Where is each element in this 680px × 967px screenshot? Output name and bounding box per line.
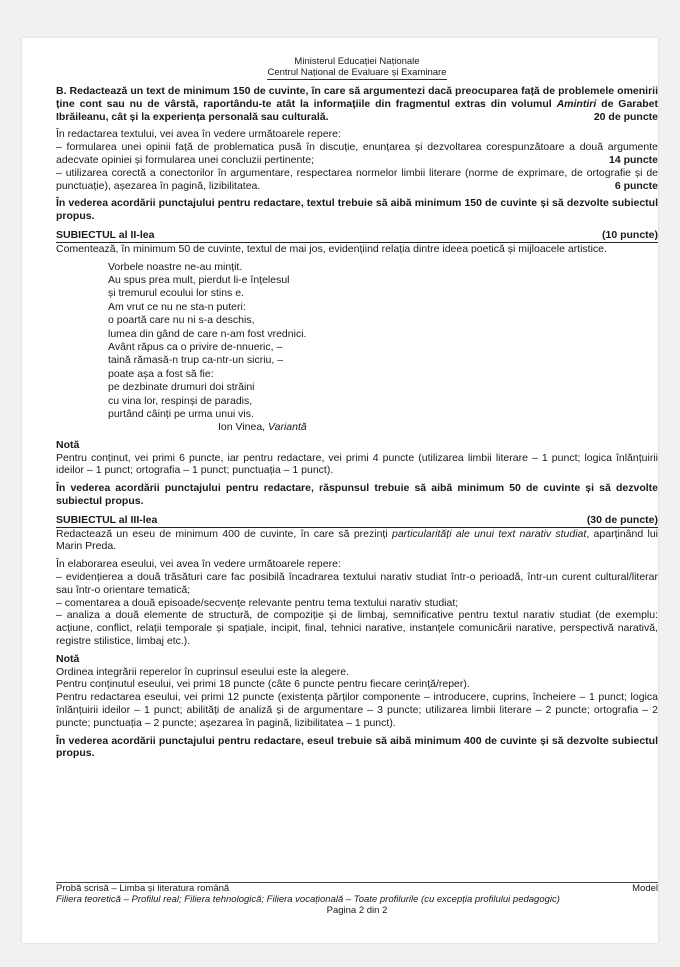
poem-line: poate așa a fost să fie: — [108, 367, 214, 380]
subject-3-title: SUBIECTUL al III-lea — [56, 513, 158, 526]
poem-line: lumea din gând de care n-am fost vrednici. — [108, 327, 307, 340]
part-b-intro: În redactarea textului, vei avea în vedere următoarele repere: — [56, 128, 341, 141]
subject-3-note-3: Pentru redactarea eseului, vei primi 12 puncte (existența părților componente – introducere, cuprins, încheiere – 1 punct; logica înlănțuirii ideilor – 1 punct; abilități de analiză și de argumentare – 3 puncte; utilizarea limbii literare – 2 puncte; ortografia – 2 puncte; punctuația – 2 puncte; așezarea în pagină, lizibilitatea – 1 punct). — [56, 691, 658, 729]
page-number: Pagina 2 din 2 — [326, 904, 388, 916]
footer-model-label: Model — [632, 883, 658, 894]
poem — [108, 261, 658, 435]
footer-exam-name: Probă scrisă – Limba și literatura română — [56, 883, 230, 894]
poem-line: Avânt răpus ca o privire de-nnueric, – — [108, 341, 283, 353]
subject-2-note: Pentru conținut, vei primi 6 puncte, iar pentru redactare, vei primi 4 puncte (utilizarea limbii literare – 1 punct; logica înlănțuirii ideilor – 1 punct; ortografia – 1 punct; punctuația – 1 punct). — [56, 451, 658, 477]
poem-line: purtând câinți pe urma unui vis. — [108, 408, 254, 421]
page-content — [56, 56, 658, 760]
subject-2-title: SUBIECTUL al II-lea — [56, 228, 155, 241]
poem-line: pe dezbinate drumuri doi străini — [108, 381, 255, 394]
subject-3-task: Redactează un eseu de minimum 400 de cuvinte, în care să prezinți particularități ale unui text narativ studiat, aparținând lui Marin Preda. — [56, 527, 658, 553]
poem-line: Am vrut ce nu ne sta-n puteri: — [108, 300, 246, 313]
poem-line: taină rămasă-n trup ca-ntr-un sicriu, – — [108, 354, 284, 367]
poem-line: Au spus prea mult, pierdut li-e înțelesul — [108, 273, 290, 286]
part-b-requirement: În vederea acordării punctajului pentru redactare, textul trebuie să aibă minimum 150 de cuvinte și să dezvolte subiectul propus. — [56, 197, 658, 223]
part-b-item-1: – formularea unei opinii față de problematica pusă în discuție, enunțarea și dezvoltarea corespunzătoare a două argumente adecvate opiniei și formularea unei concluzii pertinente; 14 puncte — [56, 141, 658, 166]
part-b-task: B. Redactează un text de minimum 150 de cuvinte, în care să argumentezi dacă preocuparea față de problemele omenirii ține cont sau nu de vârstă, raportându-te atât la informațiile din fragmentul extras din volumul Amintiri de Garabet Ibrăileanu, cât și la experiența personală sau culturală. 20 de puncte — [56, 85, 658, 123]
subject-3-intro: În elaborarea eseului, vei avea în vedere următoarele repere: — [56, 558, 341, 571]
part-b — [56, 85, 658, 223]
poem-line: Vorbele noastre ne-au mințit. — [108, 260, 243, 273]
exam-page — [22, 38, 658, 943]
footer-profile-line: Filiera teoretică – Profilul real; Filiera tehnologică; Filiera vocațională – Toate profilurile (cu excepția profilului pedagogic) — [56, 893, 560, 905]
page-header — [56, 56, 658, 80]
subject-3-requirement: În vederea acordării punctajului pentru redactare, eseul trebuie să aibă minimum 400 de cuvinte și să dezvolte subiectul propus. — [56, 734, 658, 760]
subject-2-requirement: În vederea acordării punctajului pentru redactare, răspunsul trebuie să aibă minimum 50 de cuvinte și să dezvolte subiectul propus. — [56, 482, 658, 508]
center-name: Centrul Național de Evaluare și Examinare — [267, 67, 447, 78]
subject-2-points: (10 puncte) — [601, 228, 658, 241]
poem-line: cu vina lor, respinși de paradis, — [108, 394, 253, 407]
subject-2-task: Comentează, în minimum 50 de cuvinte, textul de mai jos, evidențiind relația dintre ideea poetică și mijloacele artistice. — [56, 242, 607, 255]
subject-2-heading — [56, 229, 658, 243]
ministry-name: Ministerul Educației Naționale — [294, 56, 420, 67]
part-b-item-1-points: 14 puncte — [608, 153, 658, 166]
part-b-item-2-points: 6 puncte — [614, 179, 658, 192]
page-footer — [56, 882, 658, 916]
subject-2-note-title: Notă — [56, 438, 80, 451]
subject-3-item: – comentarea a două episoade/secvențe relevante pentru tema textului narativ studiat; — [56, 596, 459, 609]
subject-3-note-title: Notă — [56, 652, 80, 665]
subject-3-heading — [56, 514, 658, 528]
poem-line: și tremurul ecoului lor stins e. — [108, 287, 244, 300]
subject-3-item: – analiza a două elemente de structură, de compoziție și de limbaj, semnificative pentru textul narativ studiat (de exemplu: acțiune, conflict, relații temporale și spațiale, incipit, final, tehnici narative, instanțele comunicării narative, perspectivă narativă, registre stilistice, limbaj etc.). — [56, 609, 658, 647]
subject-3-note-1: Ordinea integrării reperelor în cuprinsul eseului este la alegere. — [56, 665, 349, 678]
poem-author: Ion Vinea, Variantă — [218, 421, 307, 434]
poem-line: o poartă care nu ni s-a deschis, — [108, 314, 255, 327]
subject-3-points: (30 de puncte) — [586, 513, 658, 526]
part-b-points: 20 de puncte — [593, 110, 658, 123]
part-b-item-2: – utilizarea corectă a conectorilor în argumentare, respectarea normelor limbii literare (norme de exprimare, de ortografie și de punctuație), așezarea în pagină, lizibilitatea. 6 puncte — [56, 166, 658, 192]
subject-3-note-2: Pentru conținutul eseului, vei primi 18 puncte (câte 6 puncte pentru fiecare cerință/reper). — [56, 678, 470, 691]
subject-3-item: – evidențierea a două trăsături care fac posibilă încadrarea textului narativ studiat într-o perioadă, într-un curent cultural/literar sau într-o orientare tematică; — [56, 571, 658, 596]
